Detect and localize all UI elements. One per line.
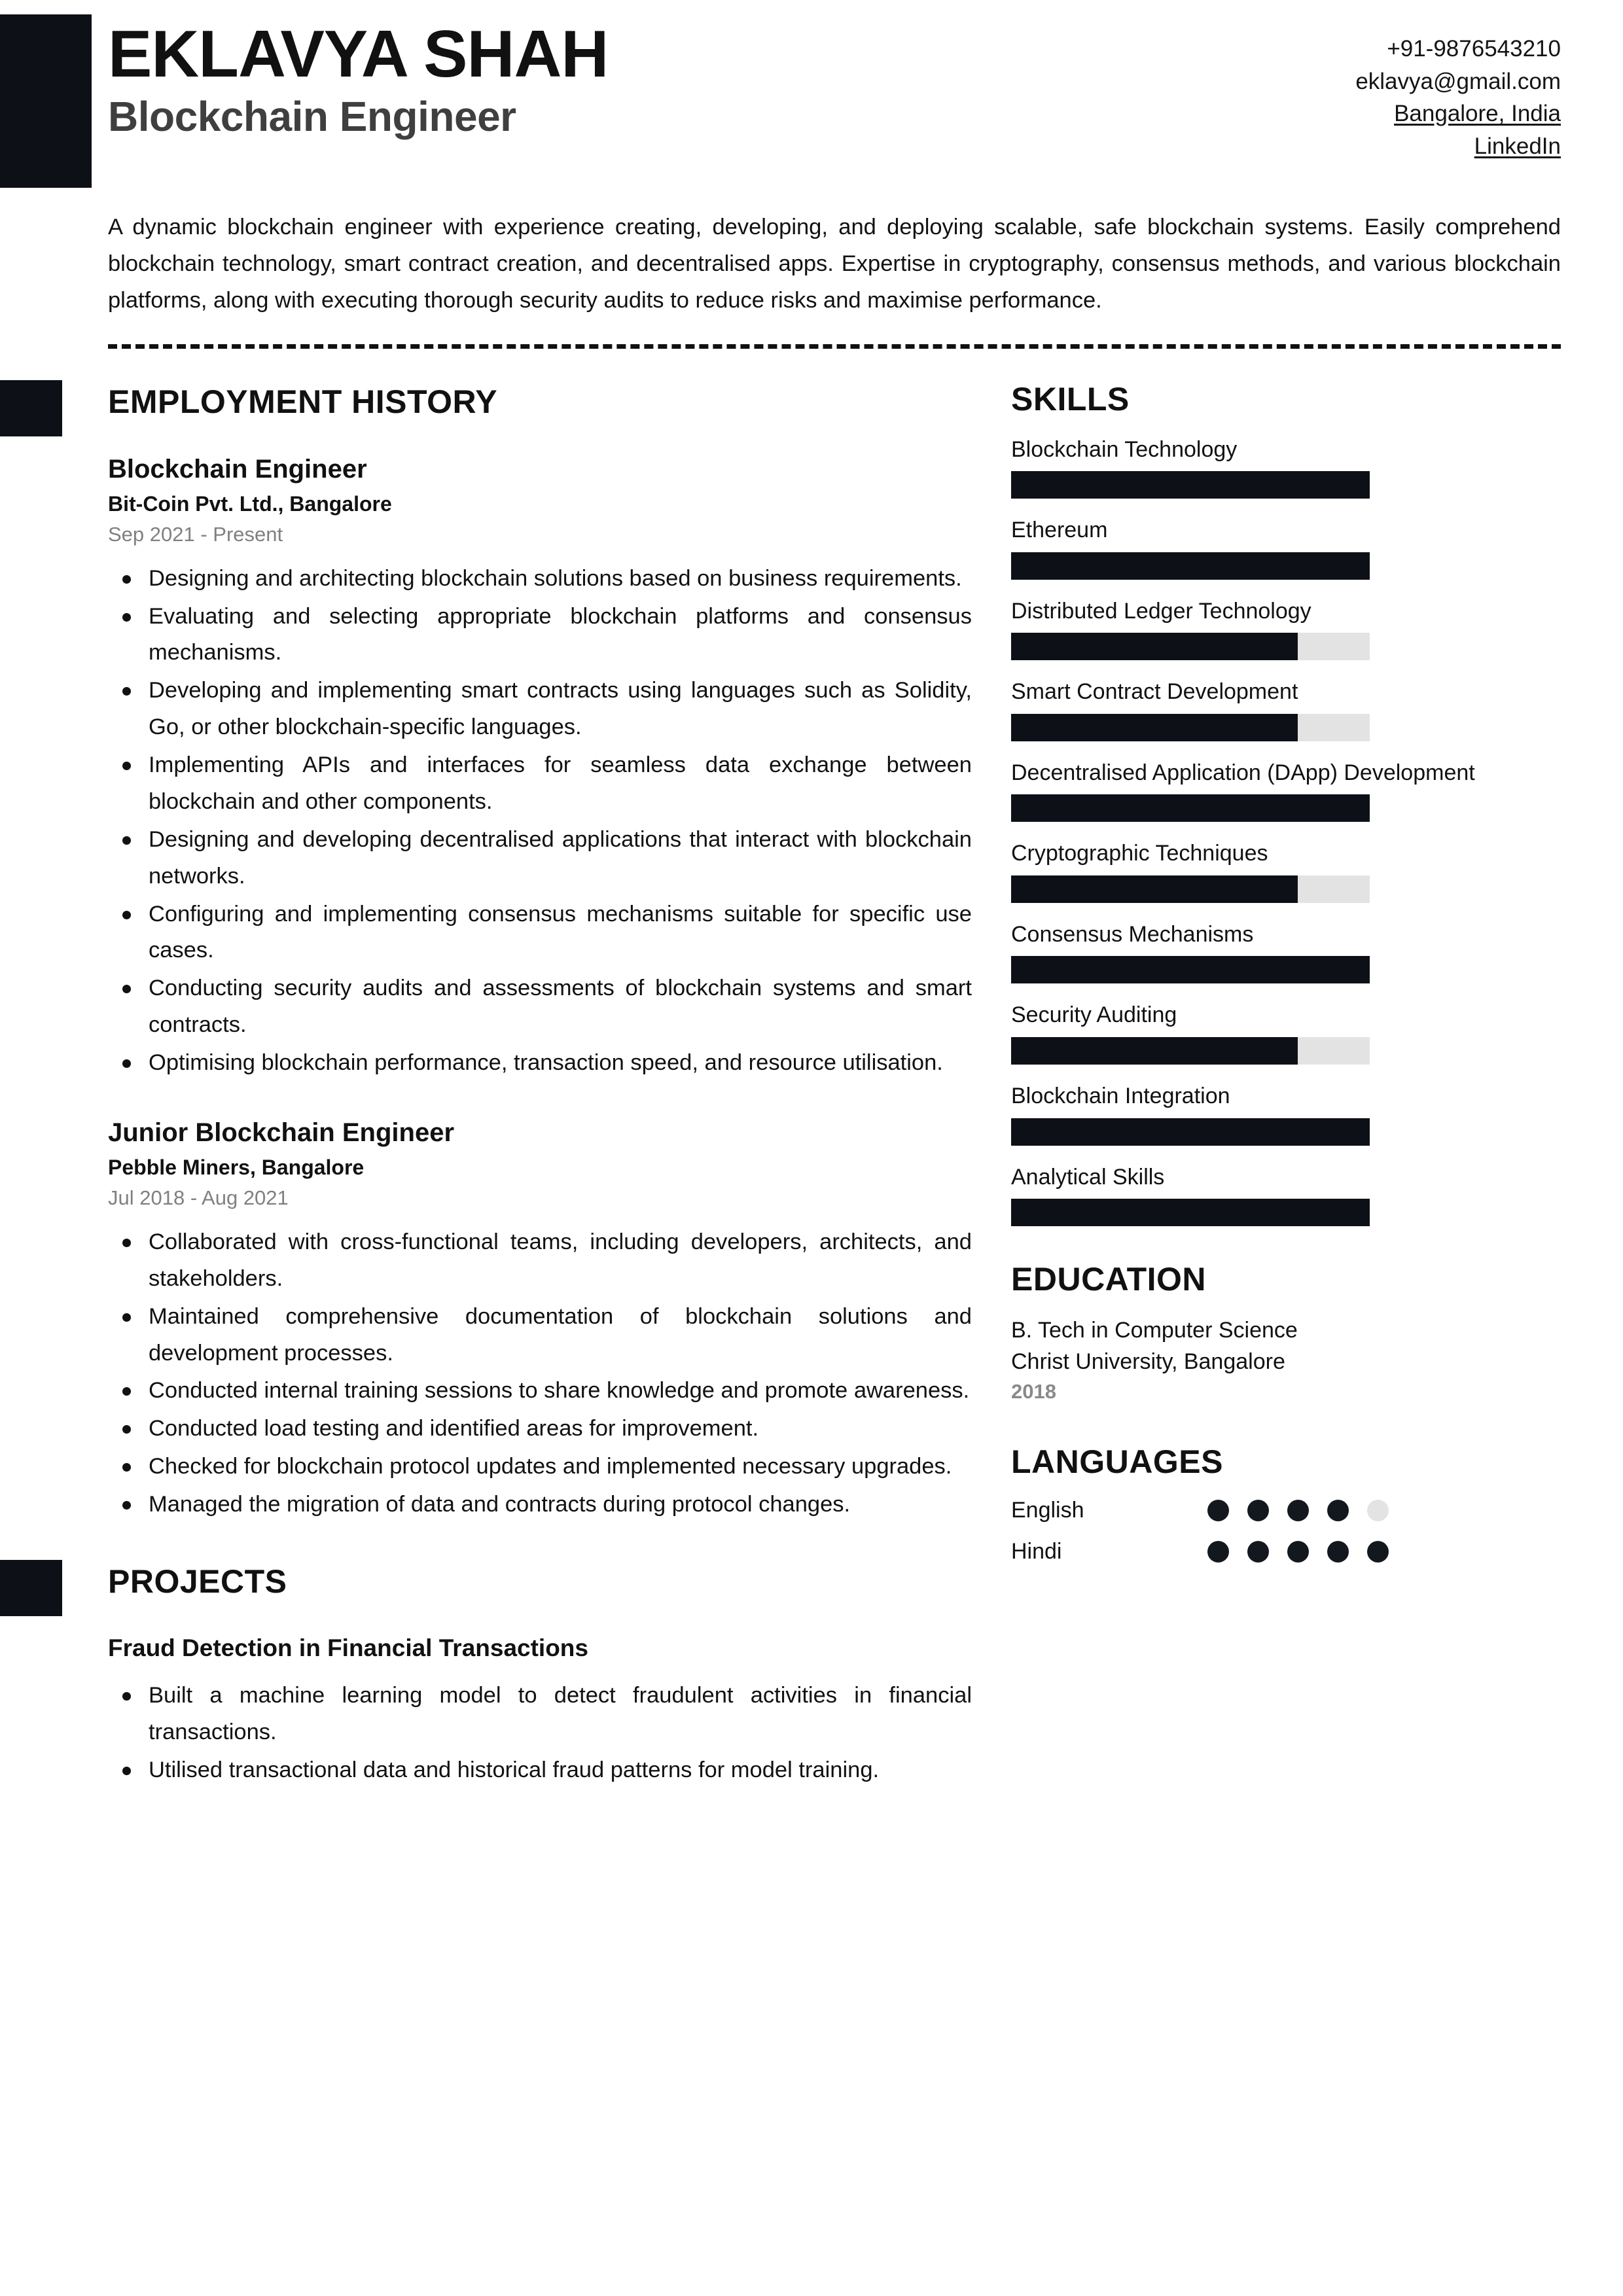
skill-item (1011, 677, 1561, 741)
skill-name: Cryptographic Techniques (1011, 841, 1268, 866)
contact-line: +91-9876543210 (1387, 36, 1561, 62)
skill-level-fill (1011, 1118, 1370, 1146)
skill-item (1011, 1163, 1561, 1227)
job-title: Blockchain Engineer (108, 454, 367, 484)
professional-summary: A dynamic blockchain engineer with experience creating, developing, and deploying scalable, safe blockchain systems. Easily comprehend blockchain technology, smart contract creation, and decentralised apps. Expertise in cryptography, consensus methods, and various blockchain platforms, along with executing thorough security audits to reduce risks and maximise performance. (108, 215, 1561, 313)
job-title: Junior Blockchain Engineer (108, 1118, 455, 1147)
bullet-item: Collaborated with cross-functional teams, including developers, architects, and stakeholders. (108, 1224, 972, 1298)
skill-item (1011, 516, 1561, 580)
bullet-item: Conducted load testing and identified areas for improvement. (108, 1411, 972, 1447)
skill-name: Consensus Mechanisms (1011, 921, 1254, 947)
resume-body (0, 380, 1623, 1826)
skill-name: Analytical Skills (1011, 1164, 1165, 1190)
bullet-list (108, 1224, 972, 1523)
languages-heading: LANGUAGES (1011, 1443, 1223, 1481)
contact-line: eklavya@gmail.com (1355, 68, 1561, 94)
education-school: Christ University, Bangalore (1011, 1349, 1285, 1374)
dot-filled-icon (1367, 1541, 1389, 1563)
contact-line[interactable]: LinkedIn (1474, 133, 1561, 160)
skill-item (1011, 758, 1561, 822)
skill-level-fill (1011, 1199, 1370, 1226)
skill-item (1011, 839, 1561, 903)
bullet-item: Maintained comprehensive documentation of blockchain solutions and development processes. (108, 1299, 972, 1372)
dot-empty-icon (1367, 1500, 1389, 1521)
skill-name: Decentralised Application (DApp) Development (1011, 760, 1475, 785)
education-list (1011, 1315, 1561, 1404)
languages-list (1011, 1498, 1561, 1564)
bullet-list (108, 1678, 972, 1789)
employment-heading: EMPLOYMENT HISTORY (108, 383, 498, 420)
language-level-dots (1207, 1541, 1389, 1563)
skill-level-fill (1011, 794, 1370, 822)
skill-level-bar (1011, 956, 1370, 983)
employment-entry (108, 1118, 972, 1523)
dot-filled-icon (1327, 1500, 1349, 1521)
projects-heading: PROJECTS (108, 1563, 287, 1600)
language-name: Hindi (1011, 1539, 1062, 1564)
dot-filled-icon (1247, 1541, 1269, 1563)
skill-level-bar (1011, 471, 1370, 499)
dot-filled-icon (1287, 1500, 1309, 1521)
skill-item (1011, 1000, 1561, 1065)
employment-entry (108, 455, 972, 1082)
dot-filled-icon (1207, 1541, 1229, 1563)
dot-filled-icon (1287, 1541, 1309, 1563)
section-divider (108, 344, 1561, 349)
contact-line[interactable]: Bangalore, India (1394, 101, 1561, 127)
projects-list (0, 1634, 1011, 1789)
candidate-name: EKLAVYA SHAH (108, 18, 609, 91)
skill-level-bar (1011, 1037, 1370, 1065)
skills-heading: SKILLS (1011, 380, 1130, 417)
skill-level-fill (1011, 956, 1370, 983)
skill-level-fill (1011, 714, 1298, 741)
skill-level-fill (1011, 1037, 1298, 1065)
education-year: 2018 (1011, 1380, 1056, 1404)
language-level-dots (1207, 1500, 1389, 1521)
skills-list (1011, 435, 1561, 1226)
job-company: Pebble Miners, Bangalore (108, 1155, 365, 1179)
bullet-list (108, 561, 972, 1082)
skill-item (1011, 920, 1561, 984)
candidate-title: Blockchain Engineer (108, 93, 516, 141)
skill-item (1011, 597, 1561, 661)
skill-name: Security Auditing (1011, 1002, 1177, 1028)
skill-name: Ethereum (1011, 518, 1108, 543)
bullet-item: Optimising blockchain performance, transaction speed, and resource utilisation. (108, 1045, 972, 1082)
main-column (0, 380, 1011, 1826)
employment-section-header (0, 380, 1011, 436)
skill-name: Blockchain Integration (1011, 1084, 1230, 1108)
skill-level-bar (1011, 794, 1370, 822)
header-accent-block (0, 14, 92, 188)
skill-level-bar (1011, 1199, 1370, 1226)
bullet-item: Checked for blockchain protocol updates and implemented necessary upgrades. (108, 1449, 972, 1485)
job-dates: Jul 2018 - Aug 2021 (108, 1186, 289, 1209)
project-entry (108, 1634, 972, 1789)
dot-filled-icon (1327, 1541, 1349, 1563)
resume-header (0, 0, 1623, 196)
bullet-item: Utilised transactional data and historical fraud patterns for model training. (108, 1752, 972, 1789)
education-heading: EDUCATION (1011, 1261, 1207, 1298)
job-dates: Sep 2021 - Present (108, 522, 283, 546)
skill-name: Distributed Ledger Technology (1011, 598, 1311, 624)
bullet-item: Designing and developing decentralised applications that interact with blockchain networks. (108, 822, 972, 895)
bullet-item: Managed the migration of data and contracts during protocol changes. (108, 1487, 972, 1523)
bullet-item: Implementing APIs and interfaces for seamless data exchange between blockchain and other components. (108, 747, 972, 821)
skill-level-bar (1011, 1118, 1370, 1146)
bullet-item: Evaluating and selecting appropriate blockchain platforms and consensus mechanisms. (108, 599, 972, 672)
skill-level-bar (1011, 875, 1370, 903)
skill-level-fill (1011, 552, 1370, 580)
bullet-item: Designing and architecting blockchain solutions based on business requirements. (108, 561, 972, 597)
education-entry (1011, 1315, 1561, 1404)
skill-level-bar (1011, 714, 1370, 741)
education-degree: B. Tech in Computer Science (1011, 1318, 1298, 1343)
name-block (108, 14, 608, 139)
language-item (1011, 1539, 1561, 1564)
dot-filled-icon (1247, 1500, 1269, 1521)
language-name: English (1011, 1498, 1084, 1523)
project-title: Fraud Detection in Financial Transactions (108, 1634, 588, 1661)
bullet-item: Developing and implementing smart contracts using languages such as Solidity, Go, or other blockchain-specific languages. (108, 673, 972, 746)
bullet-item: Configuring and implementing consensus mechanisms suitable for specific use cases. (108, 896, 972, 970)
skill-level-fill (1011, 633, 1298, 660)
language-item (1011, 1498, 1561, 1523)
skill-item (1011, 435, 1561, 499)
employment-accent-block (0, 380, 62, 436)
dot-filled-icon (1207, 1500, 1229, 1521)
skill-level-fill (1011, 471, 1370, 499)
skill-name: Smart Contract Development (1011, 679, 1298, 705)
projects-accent-block (0, 1560, 62, 1616)
bullet-item: Built a machine learning model to detect fraudulent activities in financial transactions. (108, 1678, 972, 1751)
projects-section-header (0, 1560, 1011, 1616)
bullet-item: Conducted internal training sessions to share knowledge and promote awareness. (108, 1373, 972, 1409)
skill-level-bar (1011, 552, 1370, 580)
skill-level-fill (1011, 875, 1298, 903)
contact-block (1355, 14, 1561, 163)
bullet-item: Conducting security audits and assessments of blockchain systems and smart contracts. (108, 970, 972, 1044)
job-company: Bit-Coin Pvt. Ltd., Bangalore (108, 491, 392, 516)
skill-level-bar (1011, 633, 1370, 660)
employment-list (0, 455, 1011, 1523)
skill-item (1011, 1082, 1561, 1146)
skill-name: Blockchain Technology (1011, 436, 1238, 462)
sidebar-column (1011, 380, 1623, 1826)
